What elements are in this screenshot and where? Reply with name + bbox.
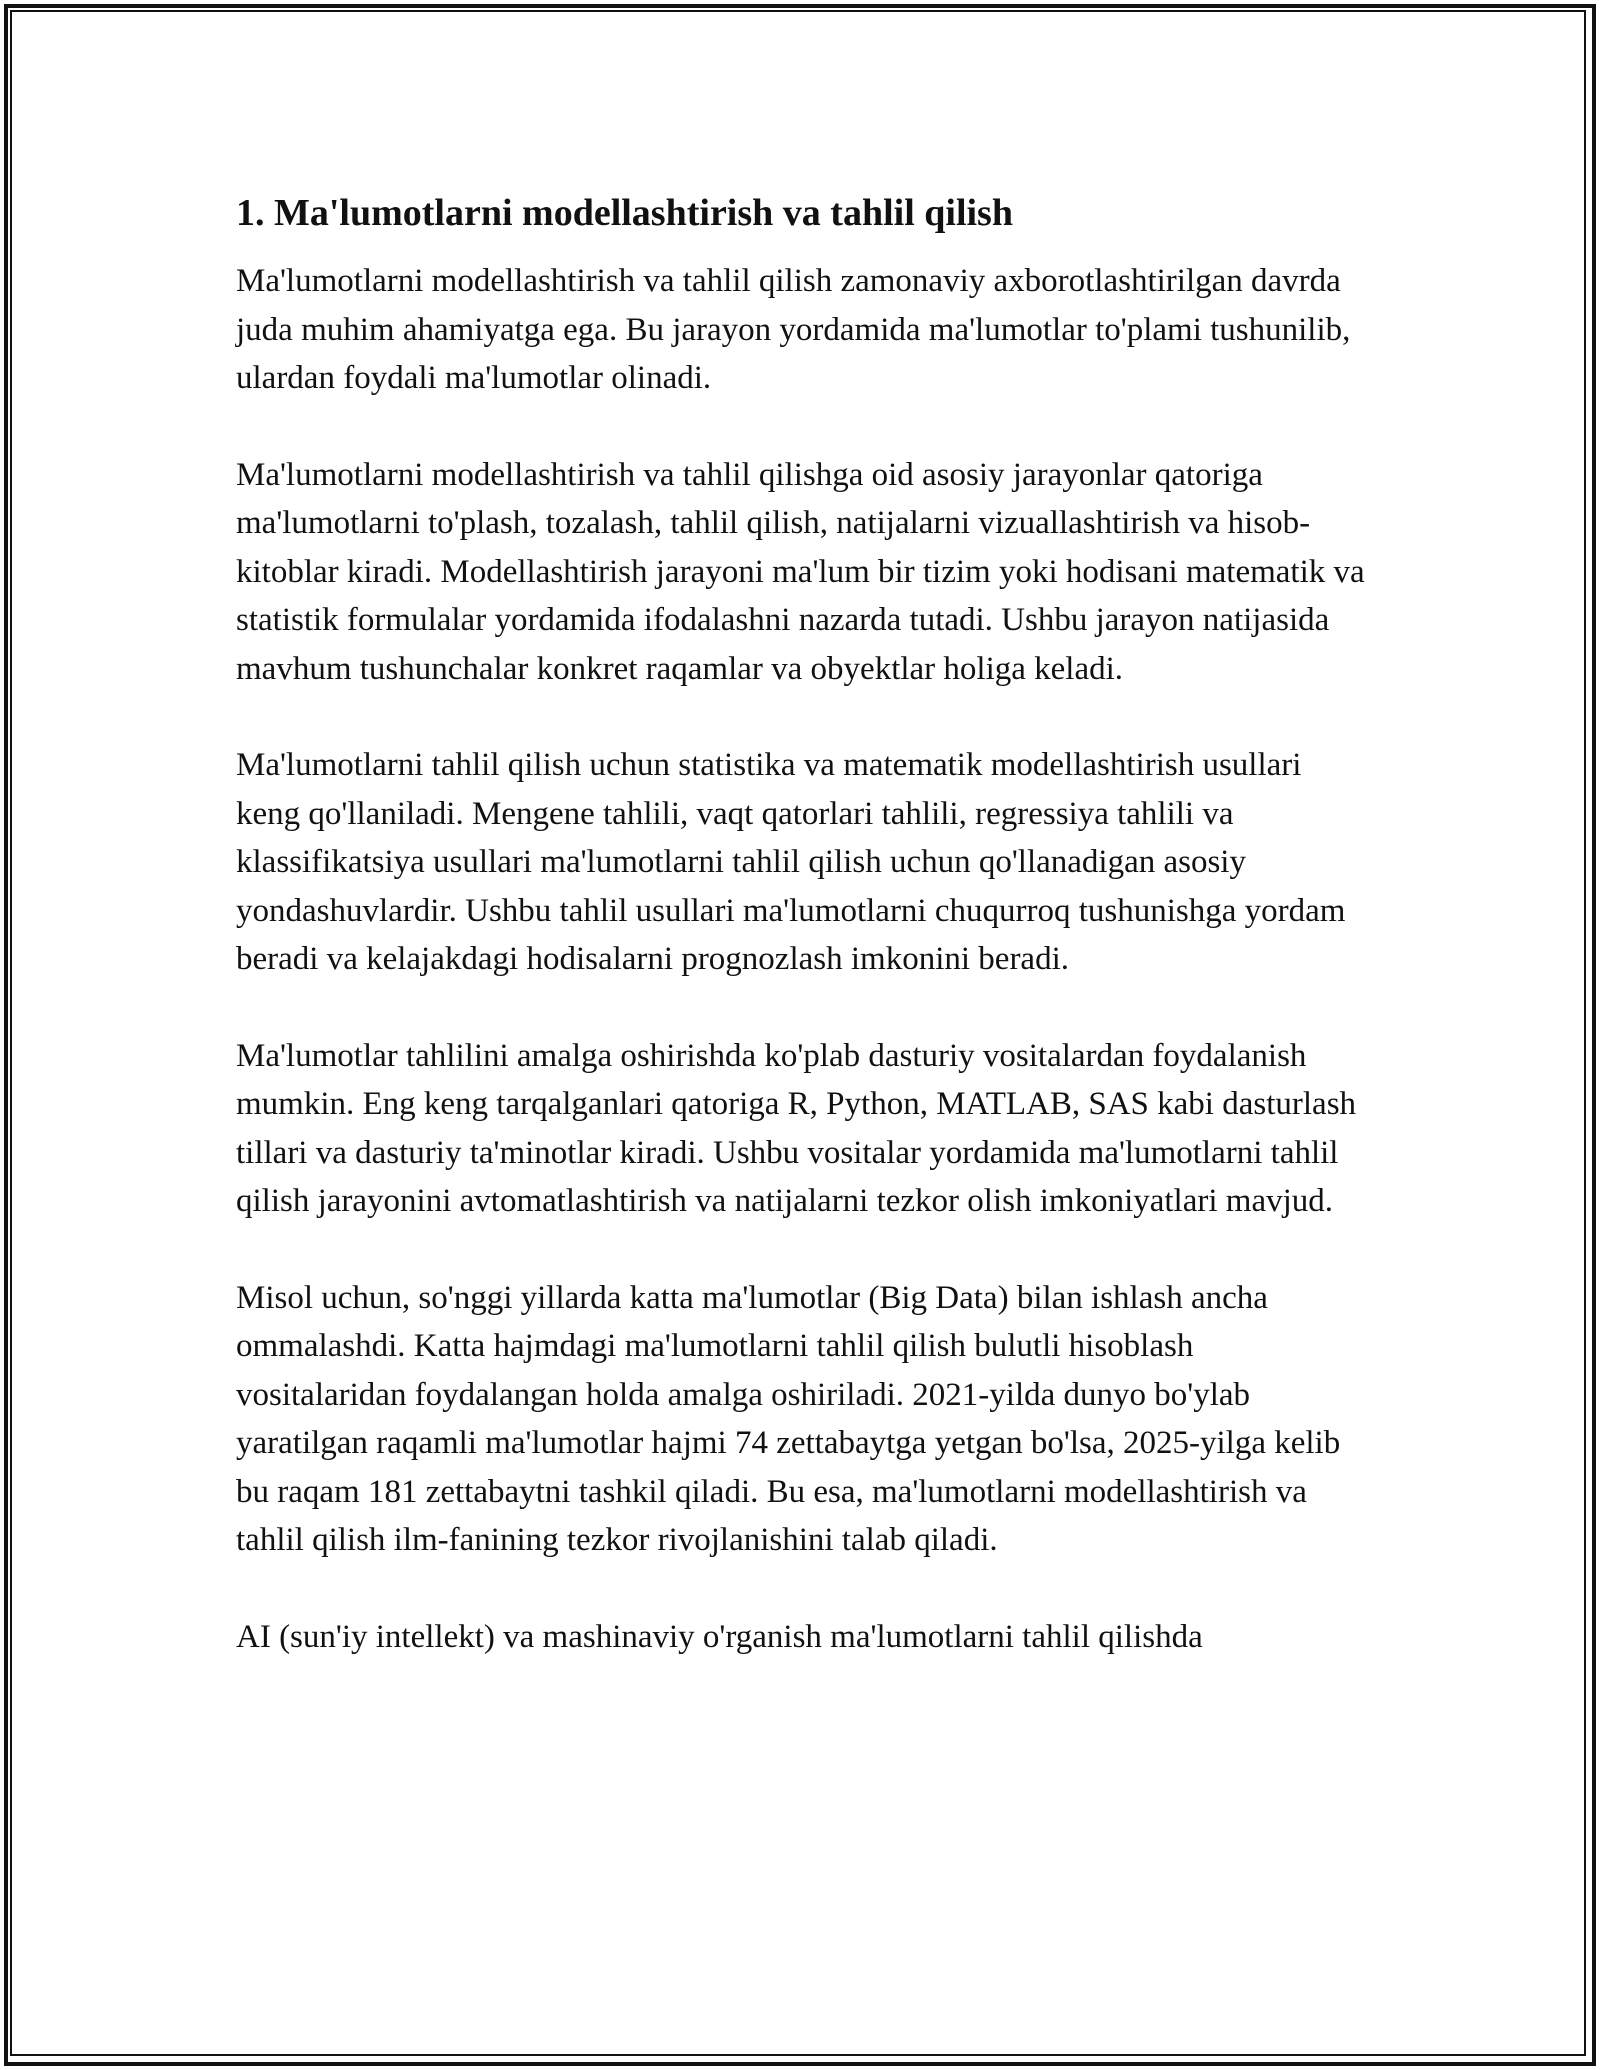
paragraph-ai: AI (sun'iy intellekt) va mashinaviy o'rganish ma'lumotlarni tahlil qilishda [236, 1618, 1203, 1655]
section-heading: 1. Ma'lumotlarni modellashtirish va tahlil qilish [236, 192, 1013, 234]
paragraph-processes: Ma'lumotlarni modellashtirish va tahlil qilishga oid asosiy jarayonlar qatoriga ma'lumotlarni to'plash, tozalash, tahlil qilish, natijalarni vizuallashtirish va hisob-kitoblar kiradi. Modellashtirish jarayoni ma'lum bir tizim yoki hodisani matematik va statistik formulalar yordamida ifodalashni nazarda tutadi. Ushbu jarayon natijasida mavhum tushunchalar konkret raqamlar va obyektlar holiga keladi. [236, 456, 1365, 687]
paragraph-tools: Ma'lumotlar tahlilini amalga oshirishda ko'plab dasturiy vositalardan foydalanish mumkin. Eng keng tarqalganlari qatoriga R, Python, MATLAB, SAS kabi dasturlash tillari va dasturiy ta'minotlar kiradi. Ushbu vositalar yordamida ma'lumotlarni tahlil qilish jarayonini avtomatlashtirish va natijalarni tezkor olish imkoniyatlari mavjud. [236, 1037, 1357, 1219]
paragraph-methods: Ma'lumotlarni tahlil qilish uchun statistika va matematik modellashtirish usullari keng qo'llaniladi. Mengene tahlili, vaqt qatorlari tahlili, regressiya tahlili va klassifikatsiya usullari ma'lumotlarni tahlil qilish uchun qo'llanadigan asosiy yondashuvlardir. Ushbu tahlil usullari ma'lumotlarni chuqurroq tushunishga yordam beradi va kelajakdagi hodisalarni prognozlash imkonini beradi. [236, 747, 1346, 977]
paragraph-big-data: Misol uchun, so'nggi yillarda katta ma'lumotlar (Big Data) bilan ishlash ancha ommalashdi. Katta hajmdagi ma'lumotlarni tahlil qilish bulutli hisoblash vositalaridan foydalangan holda amalga oshiriladi. 2021-yilda dunyo bo'ylab yaratilgan raqamli ma'lumotlar hajmi 74 zettabaytga yetgan bo'lsa, 2025-yilga kelib bu raqam 181 zettabaytni tashkil qiladi. Bu esa, ma'lumotlarni modellashtirish va tahlil qilish ilm-fanining tezkor rivojlanishini talab qiladi. [236, 1279, 1341, 1558]
document-body [236, 187, 1366, 1709]
paragraph-intro: Ma'lumotlarni modellashtirish va tahlil qilish zamonaviy axborotlashtirilgan davrda juda muhim ahamiyatga ega. Bu jarayon yordamida ma'lumotlar to'plami tushunilib, ulardan foydali ma'lumotlar olinadi. [236, 263, 1351, 396]
